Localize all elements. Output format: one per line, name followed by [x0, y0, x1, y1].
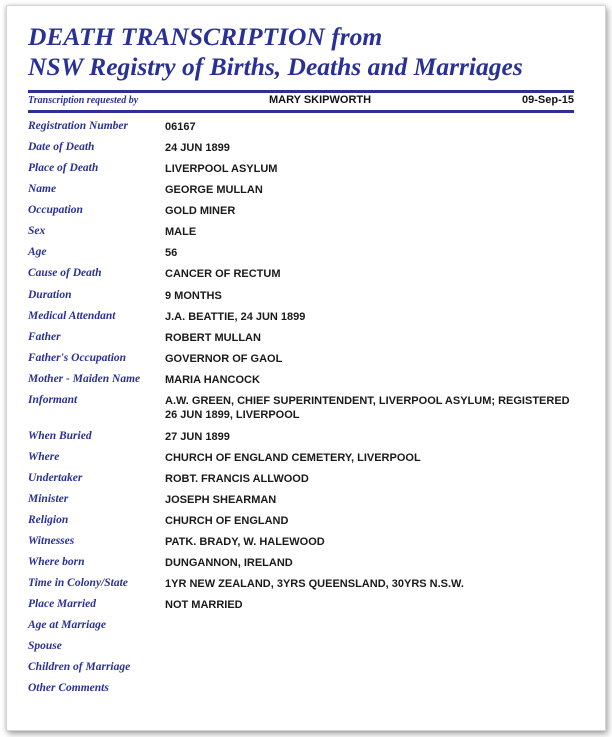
requester-name: MARY SKIPWORTH — [269, 94, 372, 106]
field-value: A.W. GREEN, CHIEF SUPERINTENDENT, LIVERPOOL ASYLUM; REGISTERED 26 JUN 1899, LIVERPOOL — [165, 395, 570, 421]
field-value: CHURCH OF ENGLAND — [165, 515, 289, 527]
title-line-2: NSW Registry of Births, Deaths and Marriages — [28, 52, 523, 81]
field-value: DUNGANNON, IRELAND — [165, 557, 293, 569]
field-value: NOT MARRIED — [165, 599, 243, 611]
field-value: 56 — [165, 247, 178, 259]
header-rule-top — [28, 90, 574, 93]
field-label: Place Married — [28, 598, 97, 610]
field-value: CHURCH OF ENGLAND CEMETERY, LIVERPOOL — [165, 452, 421, 464]
title-line-1: DEATH TRANSCRIPTION from — [28, 22, 383, 51]
requested-by-label: Transcription requested by — [28, 95, 139, 106]
field-label: Place of Death — [28, 162, 99, 174]
field-value: ROBERT MULLAN — [165, 332, 261, 344]
field-value: CANCER OF RECTUM — [165, 268, 281, 280]
field-value: 27 JUN 1899 — [165, 431, 230, 443]
field-value: GOLD MINER — [165, 205, 236, 217]
field-value: MALE — [165, 226, 197, 238]
field-label: Mother - Maiden Name — [28, 373, 141, 385]
field-value: GOVERNOR OF GAOL — [165, 353, 283, 365]
field-value: ROBT. FRANCIS ALLWOOD — [165, 473, 309, 485]
field-value: MARIA HANCOCK — [165, 374, 260, 386]
field-label: Age — [28, 246, 47, 258]
field-label: Name — [28, 183, 57, 195]
field-value: GEORGE MULLAN — [165, 184, 263, 196]
field-value: JOSEPH SHEARMAN — [165, 494, 277, 506]
field-label: Cause of Death — [28, 267, 102, 279]
field-value: 1YR NEW ZEALAND, 3YRS QUEENSLAND, 30YRS N.S.W. — [165, 578, 464, 590]
document-page — [6, 5, 606, 731]
field-label: Duration — [28, 289, 72, 301]
field-value: PATK. BRADY, W. HALEWOOD — [165, 536, 325, 548]
field-label: Where born — [28, 556, 85, 568]
field-label: Medical Attendant — [28, 310, 116, 322]
field-label: Sex — [28, 225, 46, 237]
document-title — [28, 22, 523, 82]
field-label: Minister — [28, 493, 69, 505]
field-label: Father — [28, 331, 61, 343]
field-label: Religion — [28, 514, 69, 526]
field-label: Spouse — [28, 640, 62, 652]
field-value: LIVERPOOL ASYLUM — [165, 163, 278, 175]
field-value: 06167 — [165, 121, 196, 133]
field-label: Where — [28, 451, 60, 463]
field-label: Time in Colony/State — [28, 577, 128, 589]
request-date: 09-Sep-15 — [522, 94, 574, 106]
field-value: J.A. BEATTIE, 24 JUN 1899 — [165, 311, 306, 323]
field-label: Other Comments — [28, 682, 109, 694]
field-label: Father's Occupation — [28, 352, 127, 364]
field-label: Undertaker — [28, 472, 83, 484]
field-label: Informant — [28, 394, 78, 406]
field-label: Age at Marriage — [28, 619, 106, 631]
header-rule-bottom — [28, 110, 574, 113]
field-label: Occupation — [28, 204, 83, 216]
field-value: 24 JUN 1899 — [165, 142, 230, 154]
field-label: Registration Number — [28, 120, 129, 132]
field-value: 9 MONTHS — [165, 290, 222, 302]
field-label: Date of Death — [28, 141, 95, 153]
field-label: Children of Marriage — [28, 661, 131, 673]
field-label: Witnesses — [28, 535, 75, 547]
field-label: When Buried — [28, 430, 92, 442]
